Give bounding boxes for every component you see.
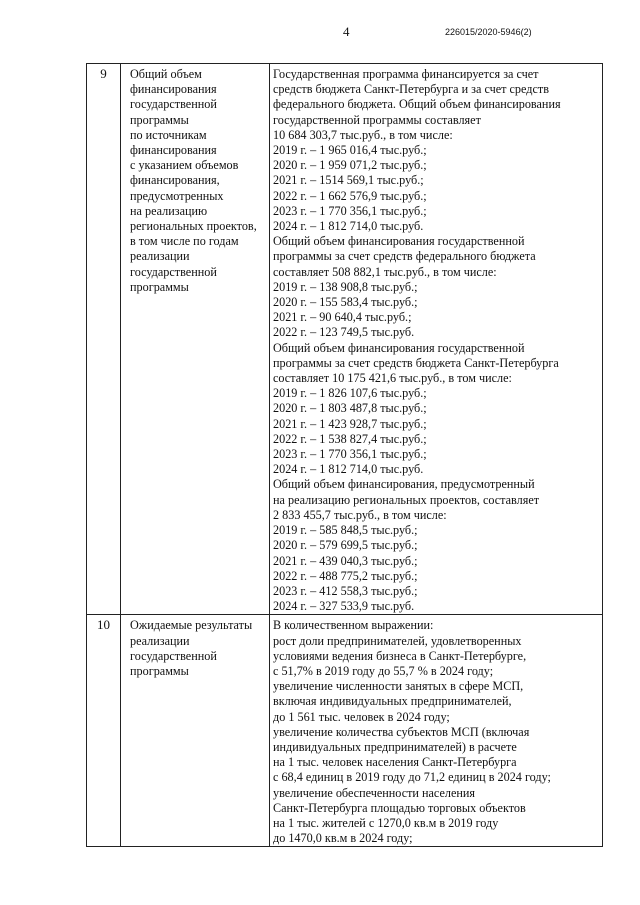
row-content-line: Государственная программа финансируется за счет	[273, 67, 539, 81]
row-content-line: 2020 г. – 1 959 071,2 тыс.руб.;	[273, 158, 427, 173]
row-content-line: увеличение количества субъектов МСП (включая	[273, 724, 530, 739]
row-name-line: Общий объем	[130, 67, 202, 81]
program-passport-table	[86, 63, 603, 847]
row-content-line: 2024 г. – 327 533,9 тыс.руб.	[273, 599, 415, 614]
row-content-line: составляет 10 175 421,6 тыс.руб., в том числе:	[273, 371, 512, 386]
page-number: 4	[343, 24, 350, 39]
row-content-line: В количественном выражении:	[273, 618, 434, 633]
row-content-line: 2020 г. – 1 803 487,8 тыс.руб.;	[273, 401, 427, 416]
row-content-line: индивидуальных предпринимателей) в расчете	[273, 739, 517, 754]
row-content-line: 2022 г. – 1 538 827,4 тыс.руб.;	[273, 431, 427, 446]
row-content-line: Общий объем финансирования государственной	[273, 340, 525, 355]
row-content-line: рост доли предпринимателей, удовлетворенных	[273, 633, 522, 648]
row-content-line: федерального бюджета. Общий объем финансирования	[273, 97, 561, 112]
row-content-cell	[270, 615, 603, 847]
row-content-line: до 1 561 тыс. человек в 2024 году;	[273, 709, 450, 724]
row-name-line: региональных проектов,	[130, 219, 257, 234]
row-content-line: Общий объем финансирования государственной	[273, 234, 525, 249]
row-name-line: государственной	[130, 97, 217, 112]
row-content-line: программы за счет средств бюджета Санкт-Петербурга	[273, 355, 559, 370]
row-content-line: 2021 г. – 439 040,3 тыс.руб.;	[273, 553, 418, 568]
row-content-line: 2020 г. – 579 699,5 тыс.руб.;	[273, 538, 418, 553]
row-name-line: предусмотренных	[130, 188, 224, 203]
row-content-line: 2022 г. – 123 749,5 тыс.руб.	[273, 325, 415, 340]
row-name-line: по источникам	[130, 127, 207, 142]
row-content-line: 10 684 303,7 тыс.руб., в том числе:	[273, 127, 453, 142]
row-content-line: 2023 г. – 412 558,3 тыс.руб.;	[273, 583, 418, 598]
row-name-line: программы	[130, 663, 189, 678]
document-code: 226015/2020-5946(2)	[445, 27, 532, 37]
row-content-line: 2019 г. – 1 965 016,4 тыс.руб.;	[273, 143, 427, 158]
row-name-line: государственной	[130, 648, 217, 663]
row-content-line: 2020 г. – 155 583,4 тыс.руб.;	[273, 295, 418, 310]
row-content-line: 2023 г. – 1 770 356,1 тыс.руб.;	[273, 447, 427, 462]
row-name-line: государственной	[130, 264, 217, 279]
row-content-line: 2021 г. – 1 423 928,7 тыс.руб.;	[273, 416, 427, 431]
row-content-line: на 1 тыс. человек населения Санкт-Петербурга	[273, 755, 517, 770]
row-name-cell	[121, 615, 270, 847]
row-name-line: реализации	[130, 249, 190, 264]
row-name-line: с указанием объемов	[130, 158, 239, 173]
row-name-line: финансирования	[130, 82, 217, 97]
row-content-line: с 68,4 единиц в 2019 году до 71,2 единиц в 2024 году;	[273, 770, 551, 785]
row-content-line: на реализацию региональных проектов, составляет	[273, 492, 540, 507]
row-content-line: средств бюджета Санкт-Петербурга и за счет средств	[273, 82, 549, 97]
row-content-line: 2 833 455,7 тыс.руб., в том числе:	[273, 507, 447, 522]
row-content-line: 2021 г. – 90 640,4 тыс.руб.;	[273, 310, 412, 325]
row-content-line: включая индивидуальных предпринимателей,	[273, 694, 512, 709]
row-name-cell	[121, 64, 270, 615]
row-content-line: условиями ведения бизнеса в Санкт-Петербурге,	[273, 648, 527, 663]
row-content-line: 2024 г. – 1 812 714,0 тыс.руб.	[273, 219, 424, 234]
row-content-cell	[270, 64, 603, 615]
row-content-line: до 1470,0 кв.м в 2024 году;	[273, 831, 413, 846]
row-name-line: Ожидаемые результаты	[130, 618, 253, 633]
row-content-line: 2019 г. – 1 826 107,6 тыс.руб.;	[273, 386, 427, 401]
row-content-line: составляет 508 882,1 тыс.руб., в том числе:	[273, 264, 497, 279]
row-content-line: программы за счет средств федерального бюджета	[273, 249, 536, 264]
row-name-line: программы	[130, 112, 189, 127]
row-name-line: финансирования,	[130, 173, 220, 188]
row-content-line: с 51,7% в 2019 году до 55,7 % в 2024 году;	[273, 663, 494, 678]
row-name-line: реализации	[130, 633, 190, 648]
row-name-line: программы	[130, 279, 189, 294]
row-content-line: государственной программы составляет	[273, 112, 481, 127]
row-content-line: 2019 г. – 138 908,8 тыс.руб.;	[273, 279, 418, 294]
row-content-line: Общий объем финансирования, предусмотренный	[273, 477, 535, 492]
row-number: 9	[87, 64, 121, 615]
row-content-line: 2022 г. – 1 662 576,9 тыс.руб.;	[273, 188, 427, 203]
table-row	[87, 64, 603, 615]
row-content-line: на 1 тыс. жителей с 1270,0 кв.м в 2019 году	[273, 815, 499, 830]
table-row	[87, 615, 603, 847]
row-content-line: 2019 г. – 585 848,5 тыс.руб.;	[273, 523, 418, 538]
row-name-line: на реализацию	[130, 203, 208, 218]
row-content-line: 2023 г. – 1 770 356,1 тыс.руб.;	[273, 203, 427, 218]
row-content-line: Санкт-Петербурга площадью торговых объектов	[273, 800, 526, 815]
row-content-line: 2021 г. – 1514 569,1 тыс.руб.;	[273, 173, 424, 188]
row-name-line: финансирования	[130, 143, 217, 158]
row-content-line: 2022 г. – 488 775,2 тыс.руб.;	[273, 568, 418, 583]
row-content-line: увеличение обеспеченности населения	[273, 785, 476, 800]
row-number: 10	[87, 615, 121, 847]
row-name-line: в том числе по годам	[130, 234, 239, 249]
row-content-line: увеличение численности занятых в сфере МСП,	[273, 679, 524, 694]
row-content-line: 2024 г. – 1 812 714,0 тыс.руб.	[273, 462, 424, 477]
